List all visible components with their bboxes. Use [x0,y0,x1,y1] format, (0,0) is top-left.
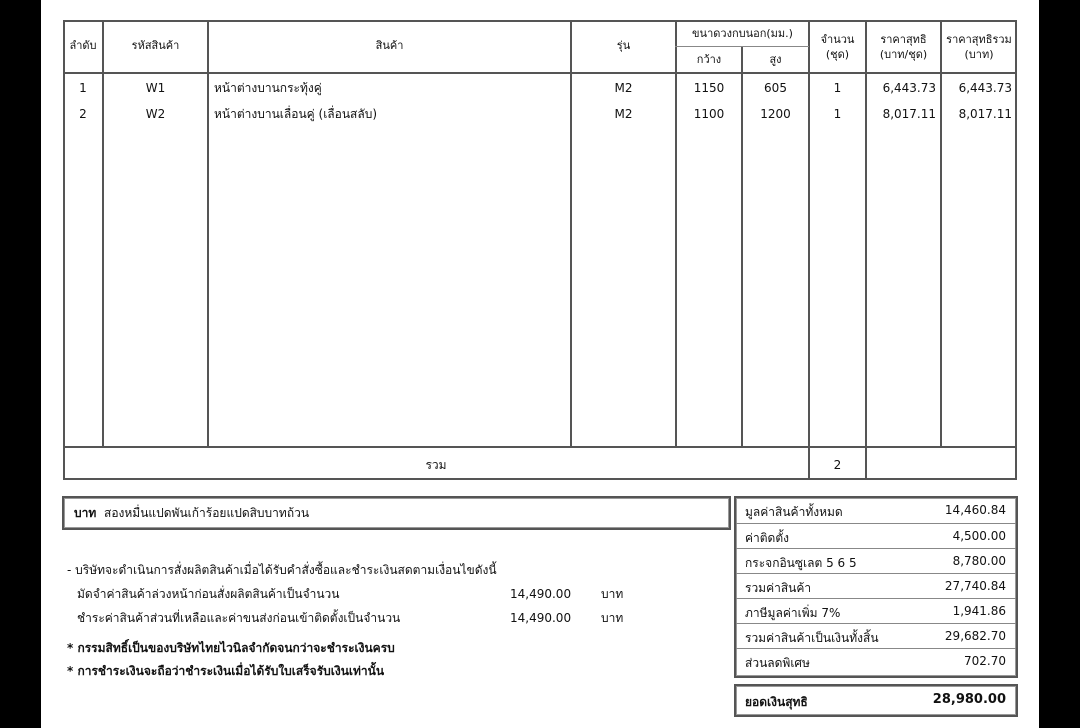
amount-in-words-box [62,496,731,530]
summary-row [736,623,1016,649]
row-height: 605 [764,81,787,95]
summary-value: 14,460.84 [944,503,1006,517]
row-model: M2 [614,107,633,121]
row-product: หน้าต่างบานเลื่อนคู่ (เลื่อนสลับ) [214,107,378,121]
header-unit-price-line2: (บาท/ชุด) [879,48,928,61]
deposit-amount: 14,490.00 [510,587,572,601]
items-table [63,20,1017,480]
summary-label: ภาษีมูลค่าเพิ่ม 7% [745,606,841,620]
header-code: รหัสสินค้า [131,39,180,52]
row-total: 6,443.73 [958,81,1012,95]
summary-box [734,496,1018,678]
header-qty-line2: (ชุด) [825,48,850,61]
balance-label: ชำระค่าสินค้าส่วนที่เหลือและค่าขนส่งก่อนเข้าติดตั้งเป็นจำนวน [77,611,401,625]
ownership-note: * กรรมสิทธิ์เป็นของบริษัทไทยไวนิลจำกัดจนกว่าจะชำระเงินครบ [67,641,395,655]
net-total-value: 28,980.00 [932,692,1006,707]
row-code: W1 [145,81,166,95]
summary-label: ส่วนลดพิเศษ [745,656,810,670]
header-qty-line1: จำนวน [820,33,855,46]
terms-intro: - บริษัทจะดำเนินการสั่งผลิตสินค้าเมื่อได้รับคำสั่งซื้อและชำระเงินสดตามเงื่อนไขดังนี้ [67,563,497,577]
header-product: สินค้า [375,39,404,52]
header-width: กว้าง [696,53,722,66]
summary-row [736,523,1016,549]
summary-row [736,598,1016,624]
row-no: 2 [79,107,87,121]
summary-label: รวมค่าสินค้า [745,581,812,595]
deposit-label: มัดจำค่าสินค้าล่วงหน้าก่อนสั่งผลิตสินค้าเป็นจำนวน [77,587,340,601]
header-total-line2: (บาท) [964,48,994,61]
header-height: สูง [769,53,782,66]
header-frame-size: ขนาดวงกบนอก(มม.) [692,27,793,40]
row-product: หน้าต่างบานกระทุ้งคู่ [214,81,322,95]
row-qty: 1 [833,81,842,95]
summary-label: รวมค่าสินค้าเป็นเงินทั้งสิ้น [745,631,879,645]
header-no: ลำดับ [69,39,97,52]
row-width: 1150 [693,81,725,95]
balance-unit: บาท [601,611,624,625]
summary-label: กระจกอินซูเลต 5 6 5 [745,556,857,570]
net-total-label: ยอดเงินสุทธิ [745,695,808,709]
quotation-page [41,0,1039,728]
summary-value: 27,740.84 [944,579,1006,593]
header-unit-price-line1: ราคาสุทธิ [880,33,927,46]
summary-value: 702.70 [964,654,1006,668]
summary-label: ค่าติดตั้ง [745,531,790,545]
header-model: รุ่น [616,39,631,52]
summary-row [736,573,1016,599]
summary-label: มูลค่าสินค้าทั้งหมด [745,505,843,519]
row-model: M2 [614,81,633,95]
header-total-line1: ราคาสุทธิรวม [946,33,1012,46]
summary-row [736,498,1016,523]
row-unit-price: 6,443.73 [882,81,936,95]
summary-value: 1,941.86 [952,604,1006,618]
summary-row [736,648,1016,674]
summary-row [736,548,1016,574]
summary-value: 29,682.70 [944,629,1006,643]
summary-value: 4,500.00 [952,529,1006,543]
row-height: 1200 [760,107,791,121]
total-label: รวม [425,458,447,472]
deposit-unit: บาท [601,587,624,601]
row-qty: 1 [833,107,842,121]
row-code: W2 [145,107,166,121]
payment-note: * การชำระเงินจะถือว่าชำระเงินเมื่อได้รับใบเสร็จรับเงินเท่านั้น [67,664,385,678]
amount-words-text: สองหมื่นแปดพันเก้าร้อยแปดสิบบาทถ้วน [104,506,310,520]
net-total-box [734,684,1018,717]
summary-value: 8,780.00 [952,554,1006,568]
total-qty: 2 [833,458,842,472]
row-no: 1 [79,81,87,95]
row-total: 8,017.11 [958,107,1012,121]
row-unit-price: 8,017.11 [882,107,936,121]
amount-words-label: บาท [74,506,97,520]
balance-amount: 14,490.00 [510,611,572,625]
row-width: 1100 [693,107,725,121]
